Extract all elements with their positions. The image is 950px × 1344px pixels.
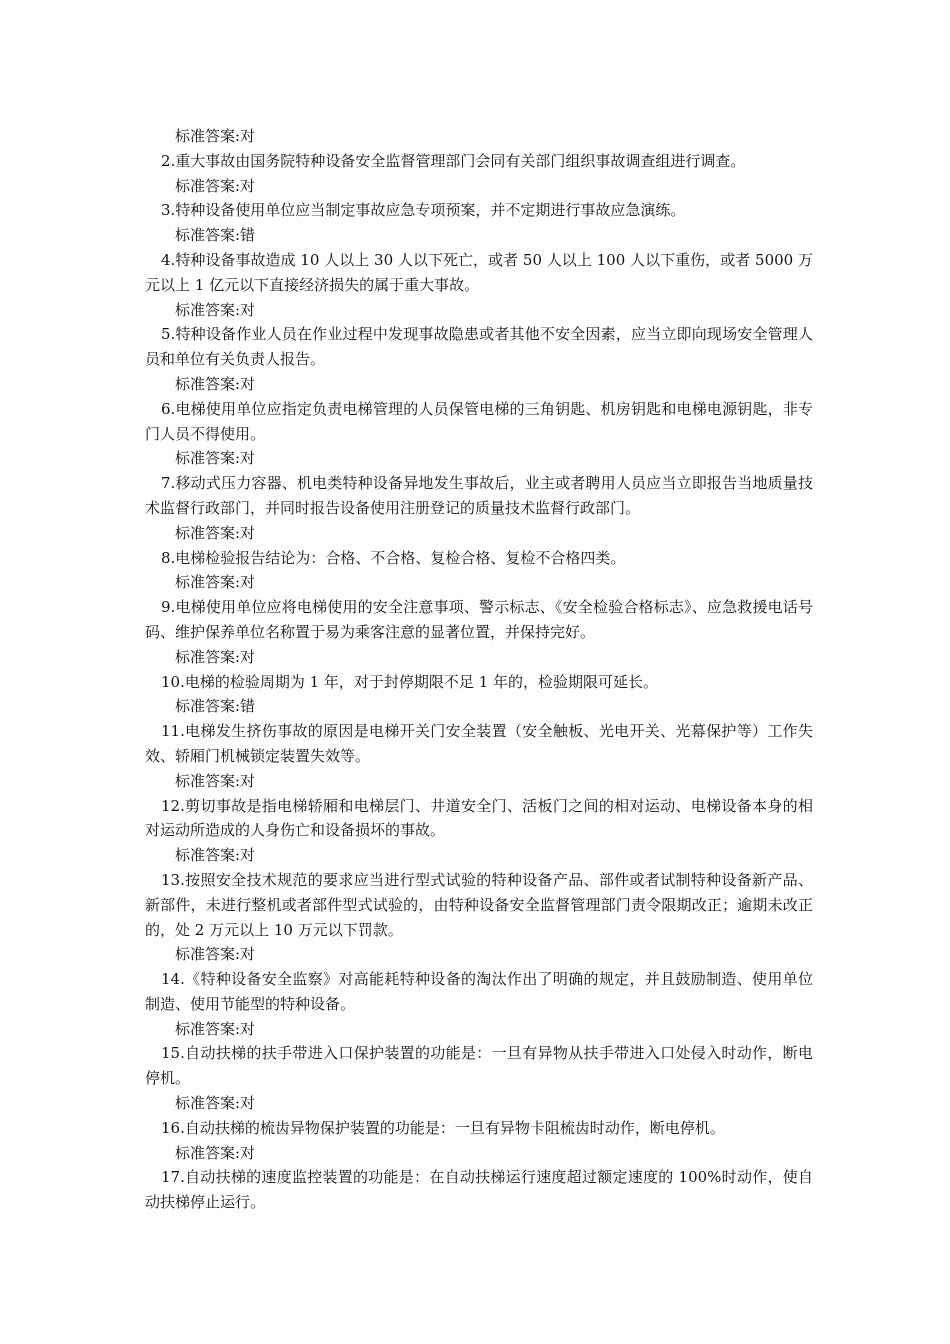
question-text: 11.电梯发生挤伤事故的原因是电梯开关门安全装置（安全触板、光电开关、光幕保护等）工作失效、轿厢门机械锁定装置失效等。 [145,722,813,765]
question-text: 7.移动式压力容器、机电类特种设备异地发生事故后，业主或者聘用人员应当立即报告当地质量技术监督行政部门，并同时报告设备使用注册登记的质量技术监督行政部门。 [145,474,813,517]
answer-line: 标准答案:对 [175,1019,256,1038]
question-text: 5.特种设备作业人员在作业过程中发现事故隐患或者其他不安全因素，应当立即向现场安全管理人员和单位有关负责人报告。 [145,325,813,369]
answer-line: 标准答案:对 [175,1143,256,1162]
question-text: 15.自动扶梯的扶手带进入口保护装置的功能是：一旦有异物从扶手带进入口处侵入时动作，断电停机。 [145,1044,813,1088]
document-body [145,124,813,1215]
answer-line: 标准答案:对 [175,647,256,666]
answer-line: 标准答案:对 [175,1094,256,1113]
answer-line: 标准答案:对 [175,300,256,319]
answer-line: 标准答案:对 [175,127,256,145]
question-text: 4.特种设备事故造成 10 人以上 30 人以下死亡，或者 50 人以上 100 人以下重伤，或者 5000 万元以上 1 亿元以下直接经济损失的属于重大事故。 [145,250,813,294]
question-text: 16.自动扶梯的梳齿异物保护装置的功能是：一旦有异物卡阻梳齿时动作，断电停机。 [161,1118,725,1137]
question-text: 3.特种设备使用单位应当制定事故应急专项预案，并不定期进行事故应急演练。 [161,201,686,220]
answer-line: 标准答案:对 [175,449,256,468]
answer-line: 标准答案:对 [175,176,256,195]
answer-line: 标准答案:对 [175,573,256,592]
question-text: 6.电梯使用单位应指定负责电梯管理的人员保管电梯的三角钥匙、机房钥匙和电梯电源钥匙，非专门人员不得使用。 [145,399,813,443]
question-text: 10.电梯的检验周期为 1 年，对于封停期限不足 1 年的，检验期限可延长。 [161,672,659,691]
answer-line: 标准答案:对 [175,374,256,393]
question-text: 12.剪切事故是指电梯轿厢和电梯层门、井道安全门、活板门之间的相对运动、电梯设备本身的相对运动所造成的人身伤亡和设备损坏的事故。 [145,796,813,840]
answer-line: 标准答案:对 [175,945,256,964]
answer-line: 标准答案:对 [175,846,256,865]
question-text: 17.自动扶梯的速度监控装置的功能是：在自动扶梯运行速度超过额定速度的 100%时动作，使自动扶梯停止运行。 [145,1168,813,1212]
question-text: 8.电梯检验报告结论为：合格、不合格、复检合格、复检不合格四类。 [161,548,626,567]
question-text: 14.《特种设备安全监察》对高能耗特种设备的淘汰作出了明确的规定，并且鼓励制造、使用单位制造、使用节能型的特种设备。 [145,970,813,1013]
question-text: 9.电梯使用单位应将电梯使用的安全注意事项、警示标志、《安全检验合格标志》、应急救援电话号码、维护保养单位名称置于易为乘客注意的显著位置，并保持完好。 [145,598,813,641]
answer-line: 标准答案:对 [175,771,256,790]
answer-line: 标准答案:对 [175,523,256,542]
question-text: 2.重大事故由国务院特种设备安全监督管理部门会同有关部门组织事故调查组进行调查。 [161,151,746,170]
answer-line: 标准答案:错 [175,697,256,716]
question-text: 13.按照安全技术规范的要求应当进行型式试验的特种设备产品、部件或者试制特种设备新产品、新部件，未进行整机或者部件型式试验的，由特种设备安全监督管理部门责令限期改正；逾期未改正的，处 2 万元以上 10 万元以下罚款。 [145,870,813,939]
answer-line: 标准答案:错 [175,226,256,245]
